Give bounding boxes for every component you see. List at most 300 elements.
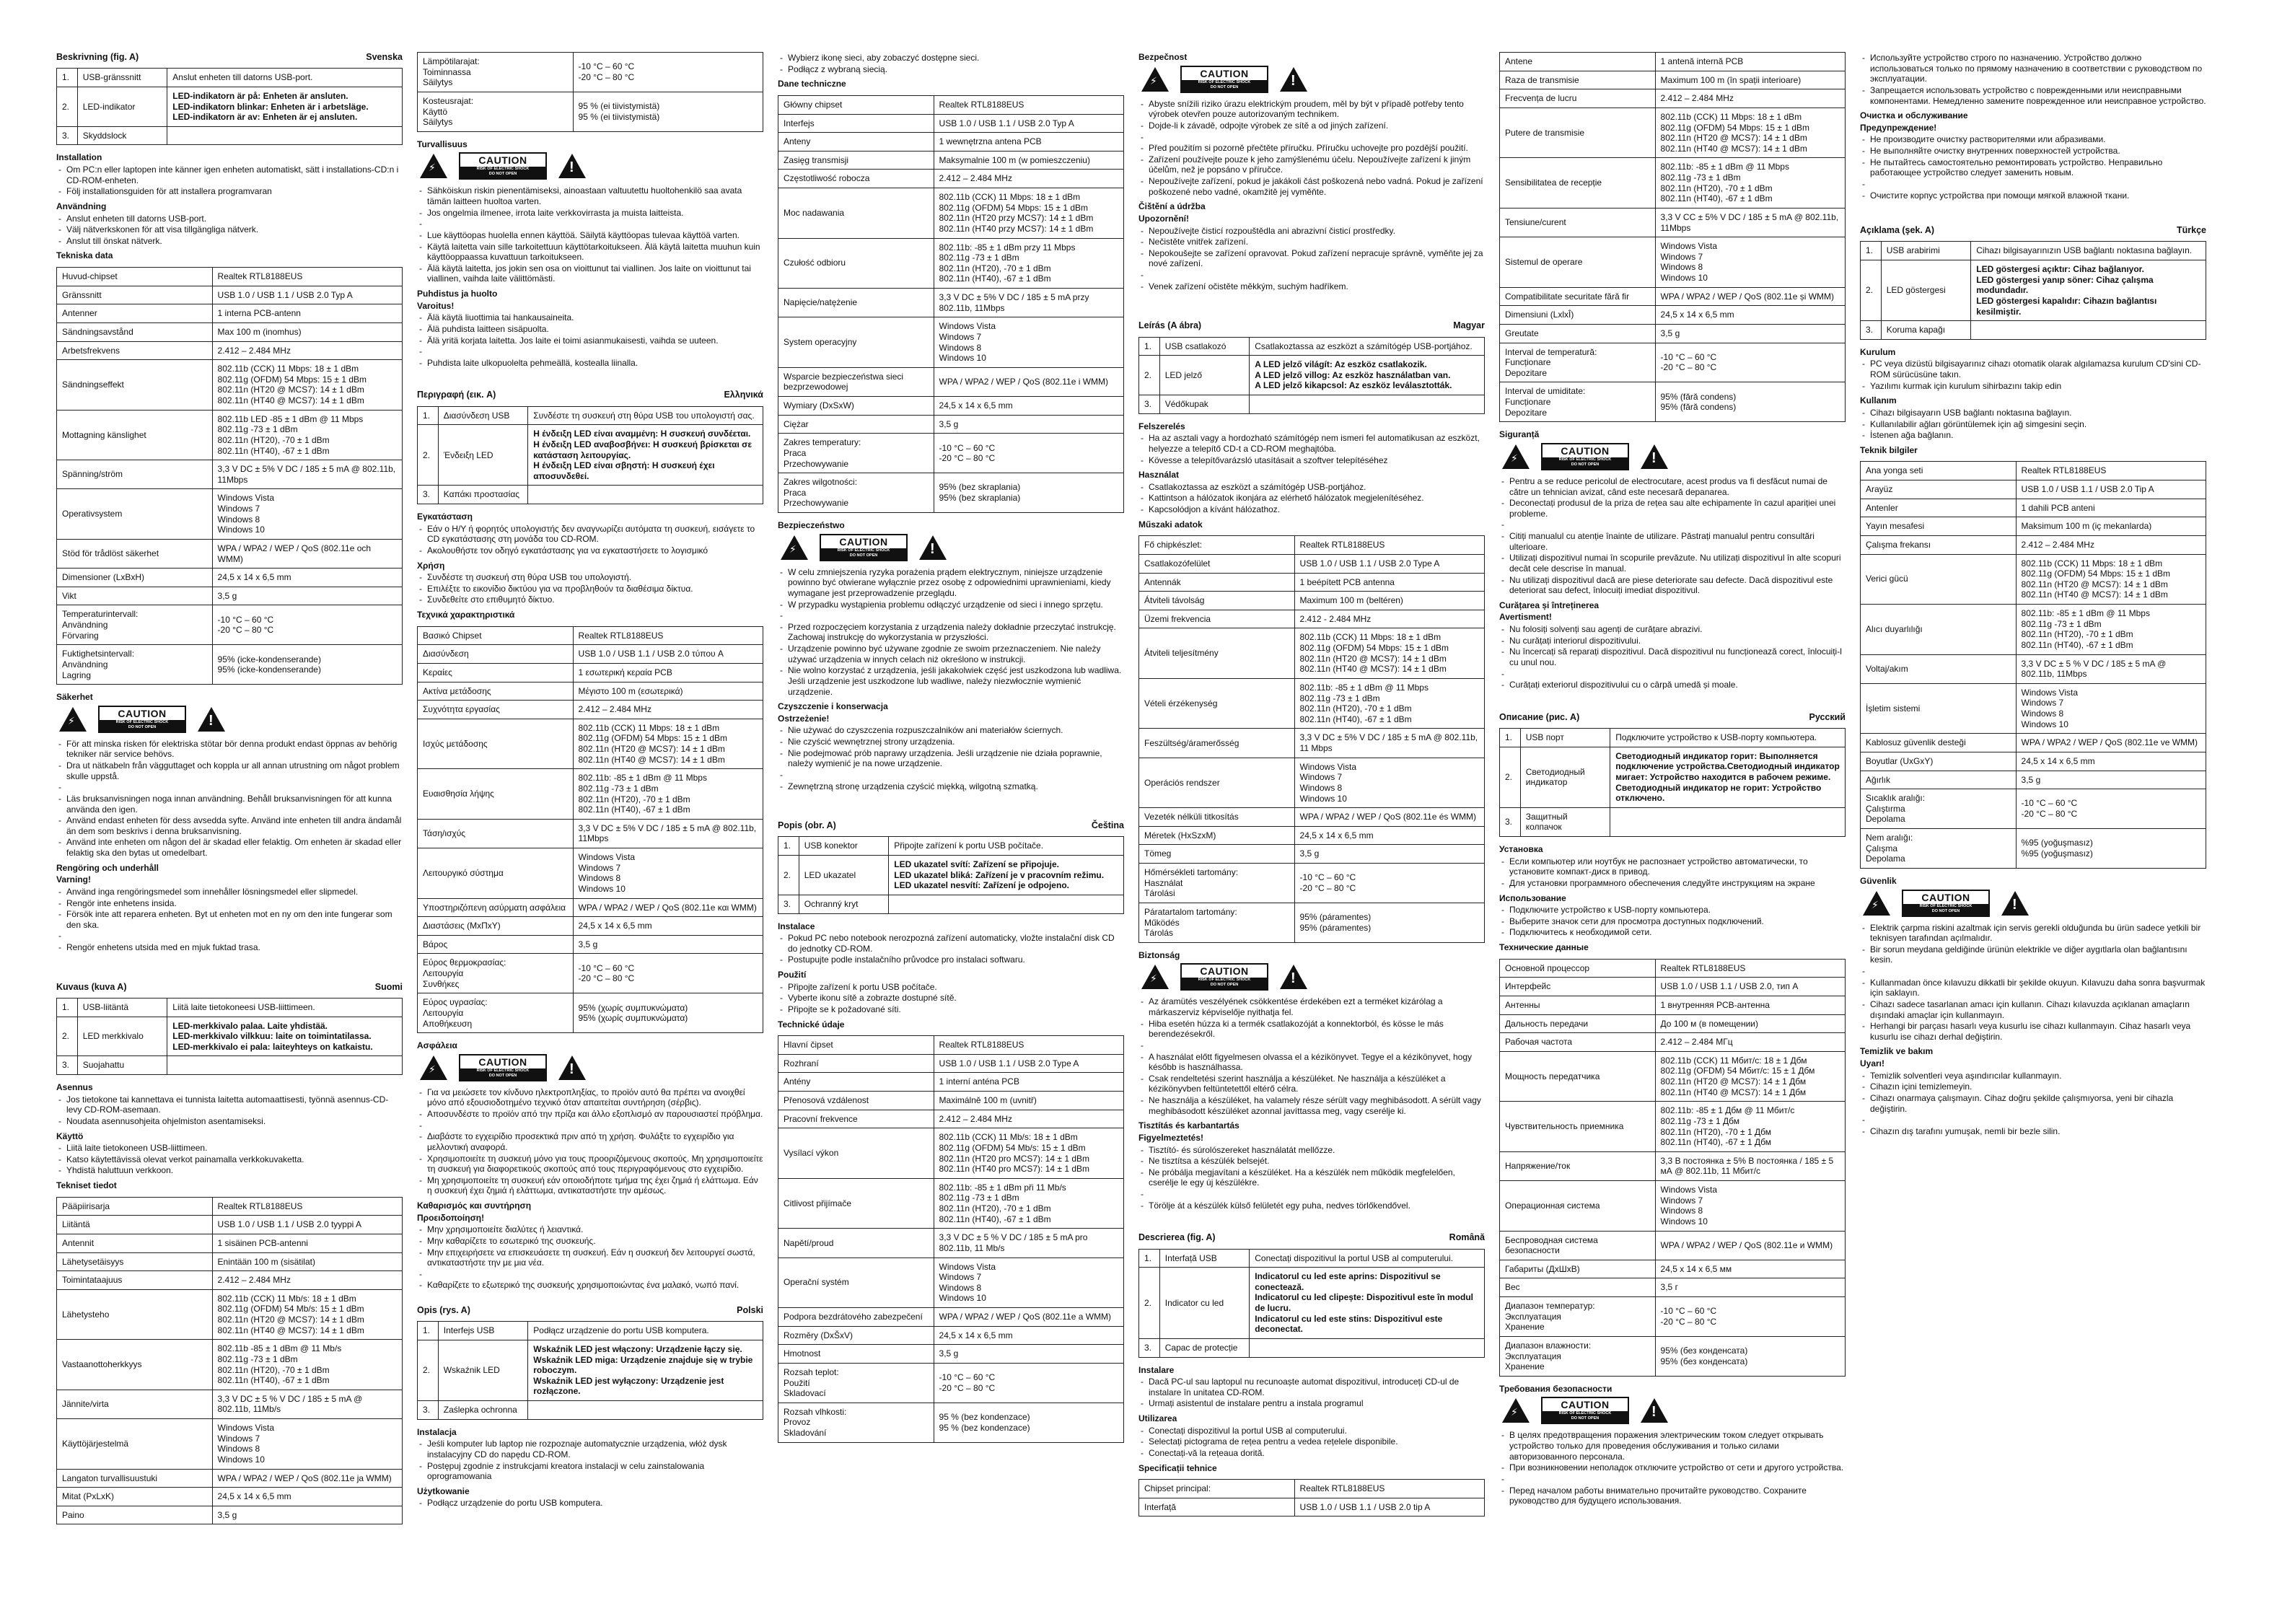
- list-item: - Не выполняйте очистку внутренних поверхностей устройства.: [1860, 146, 2206, 157]
- list-item: - Nepokoušejte se zařízení opravovat. Pokud zařízení nepracuje správně, vyměňte jej za nové zařízení.: [1138, 248, 1485, 269]
- spec-key: Antény: [778, 1073, 934, 1092]
- spec-value: Maximálně 100 m (uvnitř): [934, 1092, 1123, 1110]
- hu-use-list: [1138, 482, 1485, 515]
- spec-value: 2.412 – 2.484 MHz: [2016, 535, 2206, 554]
- exclamation-warning-icon: [1641, 444, 1668, 469]
- spec-value: 24,5 x 14 x 6,5 мм: [1655, 1260, 1845, 1278]
- list-item: - A használat előtt figyelmesen olvassa el a kézikönyvet. Tegye el a kézikönyvet, hogy később is használhassa.: [1138, 1052, 1485, 1073]
- spec-value: 24,5 x 14 x 6,5 mm: [1655, 306, 1845, 325]
- caution-subtext: RISK OF ELECTRIC SHOCK DO NOT OPEN: [821, 548, 906, 560]
- table-row: [1500, 1151, 1846, 1180]
- pl-inst-title: Instalacja: [417, 1426, 457, 1437]
- table-row: [778, 114, 1124, 133]
- list-item: [1860, 179, 2206, 190]
- pl-lang: Polski: [737, 1305, 763, 1315]
- spec-value: WPA / WPA2 / WEP / QoS (802.11e a WMM): [934, 1308, 1123, 1327]
- part-name: Skyddslock: [77, 126, 167, 145]
- spec-value: 802.11b: -85 ± 1 dBm @ 11 Mbps 802.11g -73 ± 1 dBm 802.11n (HT20), -70 ± 1 dBm 802.11n (HT40), -67 ± 1 dBm: [573, 769, 763, 820]
- fi-clean-title: Puhdistus ja huolto: [417, 289, 498, 299]
- ru-safe-list-b: [1860, 53, 2206, 106]
- spec-value: USB 1.0 / USB 1.1 / USB 2.0, тип A: [1655, 978, 1845, 996]
- list-item: - Katso käytettävissä olevat verkot painamalla verkkokuvaketta.: [56, 1154, 403, 1165]
- part-description: [528, 1401, 763, 1420]
- table-row: [57, 1469, 403, 1488]
- spec-key: Диапазон температур: Эксплуатация Хранение: [1500, 1297, 1656, 1337]
- spec-key: Toimintataajuus: [57, 1271, 213, 1290]
- spec-value: 3,3 V DC ± 5 % V DC / 185 ± 5 mA @ 802.11b, 11Mbps: [2016, 654, 2206, 683]
- spec-key: Üzemi frekvencia: [1139, 610, 1295, 628]
- spec-value: 802.11b: -85 ± 1 dBm @ 11 Mbps 802.11g -73 ± 1 dBm 802.11n (HT20), -70 ± 1 dBm 802.11n (HT40), -67 ± 1 dBm: [1655, 158, 1845, 209]
- spec-key: Βάρος: [418, 935, 574, 954]
- table-row: [1139, 337, 1485, 356]
- table-row: [418, 92, 763, 131]
- fi-spec-table: [56, 1197, 403, 1525]
- table-row: [778, 1308, 1124, 1327]
- table-row: [1500, 1014, 1846, 1033]
- table-row: [418, 1322, 763, 1340]
- exclamation-warning-icon: [919, 535, 947, 560]
- table-row: [1861, 829, 2206, 869]
- table-row: [778, 1229, 1124, 1257]
- spec-key: Интерфейс: [1500, 978, 1656, 996]
- table-row: [1861, 321, 2206, 340]
- pl-spec-table: [778, 95, 1124, 513]
- spec-key: Sändningsavstånd: [57, 322, 213, 341]
- table-row: [1139, 826, 1485, 845]
- spec-key: Συχνότητα εργασίας: [418, 701, 574, 719]
- part-name: LED göstergesi: [1881, 260, 1971, 321]
- list-item: [1138, 132, 1485, 143]
- list-item: - Bir sorun meydana geldiğinde ürünün elektrikle ve diğer aygıtlarla olan bağlantısını kesin.: [1860, 944, 2206, 965]
- spec-key: Напряжение/ток: [1500, 1151, 1656, 1180]
- spec-key: Antennák: [1139, 573, 1295, 592]
- fi-caution: [420, 152, 763, 180]
- table-row: [1139, 573, 1485, 592]
- spec-key: Sensibilitatea de recepție: [1500, 158, 1656, 209]
- spec-key: Antene: [1500, 53, 1656, 71]
- spec-value: 95 % (ei tiivistymistä) 95 % (ei tiivistymistä): [573, 92, 763, 131]
- table-row: [778, 289, 1124, 317]
- spec-value: 1 wewnętrzna antena PCB: [934, 133, 1123, 152]
- spec-key: Átviteli teljesítmény: [1139, 628, 1295, 679]
- list-item: - Не производите очистку растворителями или абразивами.: [1860, 134, 2206, 145]
- spec-value: 802.11b: -85 ± 1 dBm při 11 Mb/s 802.11g -73 ± 1 dBm 802.11n (HT20), -70 ± 1 dBm 802.11n (HT40), -67 ± 1 dBm: [934, 1178, 1123, 1229]
- fi-inst-list: [56, 1094, 403, 1127]
- spec-value: 3,5 g: [212, 587, 402, 605]
- list-item: - Urządzenie powinno być używane zgodnie ze swoim przeznaczeniem. Nie należy używać urządzenia w innych celach niż określono w instrukcji.: [778, 644, 1124, 664]
- spec-key: Hmotnost: [778, 1345, 934, 1364]
- spec-value: 24,5 x 14 x 6,5 mm: [934, 1326, 1123, 1345]
- spec-value: 802.11b (CCK) 11 Mbps: 18 ± 1 dBm 802.11g (OFDM) 54 Mbps: 15 ± 1 dBm 802.11n (HT20 @ MCS7): 14 ± 1 dBm 802.11n (HT40 @ MCS7): 14 ± 1 dBm: [212, 360, 402, 411]
- sv-inst-title: Installation: [56, 152, 102, 163]
- part-name: LED-indikator: [77, 87, 167, 126]
- table-row: [1139, 536, 1485, 555]
- list-item: [56, 782, 403, 793]
- list-item: - Yhdistä haluttuun verkkoon.: [56, 1165, 403, 1176]
- fi-parts-table: [56, 998, 403, 1075]
- table-row: [1500, 107, 1846, 158]
- list-item: - Välj nätverkskonen för att visa tillgängliga nätverk.: [56, 224, 403, 235]
- spec-value: Maximum 100 m (în spații interioare): [1655, 71, 1845, 89]
- table-row: [1500, 807, 1846, 836]
- hu-inst-list: [1138, 433, 1485, 465]
- spec-value: Enintään 100 m (sisätilat): [212, 1252, 402, 1271]
- hu-spec-title: Műszaki adatok: [1138, 519, 1203, 530]
- spec-value: 1 sisäinen PCB-antenni: [212, 1234, 402, 1252]
- exclamation-warning-icon: [1280, 67, 1307, 92]
- table-row: [418, 954, 763, 993]
- spec-value: До 100 м (в помещении): [1655, 1014, 1845, 1033]
- spec-value: -10 °C – 60 °C -20 °C – 80 °C: [2016, 789, 2206, 829]
- spec-key: Hlavní čipset: [778, 1036, 934, 1055]
- part-name: USB csatlakozó: [1159, 337, 1250, 356]
- table-row: [778, 1257, 1124, 1308]
- list-item: - Rengör inte enhetens insida.: [56, 898, 403, 909]
- spec-value: Realtek RTL8188EUS: [212, 268, 402, 286]
- table-row: [57, 1271, 403, 1290]
- tr-desc-title: Açıklama (şek. A): [1860, 225, 1935, 236]
- table-row: [418, 719, 763, 769]
- part-name: Védőkupak: [1159, 395, 1250, 414]
- list-item: - Använd inte enheten om någon del är skadad eller felaktig. Om enheten är skadad eller felaktig ska den bytas ut omedelbart.: [56, 837, 403, 858]
- table-row: [57, 87, 403, 126]
- spec-value: WPA / WPA2 / WEP / QoS (802.11e και WMM): [573, 898, 763, 917]
- list-item: - Cihazı bilgisayarın USB bağlantı noktasına bağlayın.: [1860, 408, 2206, 418]
- electric-shock-icon: [1141, 67, 1169, 92]
- part-number: 2.: [1139, 1268, 1160, 1339]
- list-item: - Noudata asennusohjeita ohjelmiston asentamiseksi.: [56, 1116, 403, 1127]
- table-row: [57, 1340, 403, 1390]
- spec-value: 802.11b (CCK) 11 Mbps: 18 ± 1 dBm 802.11g (OFDM) 54 Mbps: 15 ± 1 dBm 802.11n (HT20 @ MCS7): 14 ± 1 dBm 802.11n (HT40 @ MCS7): 14 ± 1 dBm: [1655, 107, 1845, 158]
- spec-key: İşletim sistemi: [1861, 683, 2017, 734]
- spec-value: 802.11b (CCK) 11 Mb/s: 18 ± 1 dBm 802.11g (OFDM) 54 Mb/s: 15 ± 1 dBm 802.11n (HT20 pro MCS7): 14 ± 1 dBm 802.11n (HT40 pro MCS7): 14 ± 1 dBm: [934, 1128, 1123, 1179]
- spec-value: USB 1.0 / USB 1.1 / USB 2.0 Tip A: [2016, 480, 2206, 499]
- tr-section: [1860, 225, 2206, 1136]
- list-item: - Připojte se k požadované síti.: [778, 1004, 1124, 1015]
- list-item: - Kattintson a hálózatok ikonjára az elérhető hálózatok megjelenítéséhez.: [1138, 493, 1485, 504]
- pl-clean-list: [778, 725, 1124, 791]
- part-name: Светодиодный индикатор: [1520, 747, 1610, 807]
- spec-key: Dimensioner (LxBxH): [57, 569, 213, 587]
- spec-key: Rozsah teplot: Použití Skladovací: [778, 1363, 934, 1403]
- list-item: - Διαβάστε το εγχειρίδιο προσεκτικά πριν από τη χρήση. Φυλάξτε το εγχειρίδιο για μελλοντική αναφορά.: [417, 1131, 763, 1152]
- table-row: [1139, 1268, 1485, 1339]
- spec-value: 24,5 x 14 x 6,5 mm: [212, 1488, 402, 1506]
- part-number: 2.: [1139, 356, 1160, 395]
- ru-safe-list-a: [1499, 1430, 1846, 1506]
- table-row: [1861, 242, 2206, 260]
- spec-value: Windows Vista Windows 7 Windows 8 Windows 10: [934, 317, 1123, 368]
- part-number: 2.: [57, 87, 78, 126]
- table-row: [1500, 237, 1846, 288]
- ru-clean-list: [1860, 134, 2206, 201]
- table-row: [418, 486, 763, 504]
- spec-value: Max 100 m (inomhus): [212, 322, 402, 341]
- spec-value: 3,5 g: [573, 935, 763, 954]
- spec-key: Käyttöjärjestelmä: [57, 1419, 213, 1470]
- cs-clean-title: Čištění a údržba: [1138, 201, 1206, 212]
- spec-value: -10 °C – 60 °C -20 °C – 80 °C: [573, 53, 763, 92]
- table-row: [1500, 382, 1846, 422]
- spec-value: 1 внутренняя PCB-антенна: [1655, 996, 1845, 1014]
- table-row: [1139, 1480, 1485, 1498]
- spec-value: WPA / WPA2 / WEP / QoS (802.11e ja WMM): [212, 1469, 402, 1488]
- part-number: 2.: [778, 856, 799, 895]
- table-row: [1500, 89, 1846, 108]
- spec-value: WPA / WPA2 / WEP / QoS (802.11e och WMM): [212, 539, 402, 568]
- part-description: LED göstergesi açıktır: Cihaz bağlanıyor. LED göstergesi yanıp söner: Cihaz çalışma modundadır. LED göstergesi kapalıdır: Cihazın bağlantısı kesilmiştir.: [1971, 260, 2206, 321]
- list-item: [1138, 1189, 1485, 1200]
- spec-value: 2.412 – 2.484 МГц: [1655, 1033, 1845, 1052]
- spec-value: Windows Vista Windows 7 Windows 8 Windows 10: [573, 848, 763, 899]
- list-item: - Podłącz z wybraną siecią.: [778, 64, 1124, 75]
- table-row: [778, 1403, 1124, 1442]
- pl-warn-title: Ostrzeżenie!: [778, 713, 830, 724]
- tr-spec-title: Teknik bilgiler: [1860, 444, 1918, 455]
- spec-key: Rozhraní: [778, 1054, 934, 1073]
- el-safe-list: [417, 1087, 763, 1196]
- exclamation-warning-icon: [2001, 891, 2029, 916]
- cs-section: [778, 820, 1124, 1443]
- spec-key: Kablosuz güvenlik desteği: [1861, 734, 2017, 752]
- cs-inst-title: Instalace: [778, 921, 815, 931]
- table-row: [1500, 71, 1846, 89]
- cs-inst-list: [778, 933, 1124, 965]
- spec-key: Podpora bezdrátového zabezpečení: [778, 1308, 934, 1327]
- list-item: - Rengör enhetens utsida med en mjuk fuktad trasa.: [56, 942, 403, 953]
- table-row: [57, 1390, 403, 1418]
- table-row: [1139, 610, 1485, 628]
- el-lang: Ελληνικά: [724, 390, 763, 400]
- list-item: [1860, 1115, 2206, 1125]
- spec-key: Napięcie/natężenie: [778, 289, 934, 317]
- spec-key: Temperaturintervall: Användning Förvaring: [57, 605, 213, 645]
- tr-inst-title: Kurulum: [1860, 346, 1896, 357]
- fi-use-list: [56, 1143, 403, 1176]
- list-item: - Postupujte podle instalačního průvodce pro instalaci softwaru.: [778, 954, 1124, 965]
- list-item: - Yazılımı kurmak için kurulum sihirbazını takip edin: [1860, 381, 2206, 392]
- list-item: [778, 770, 1124, 781]
- spec-key: Τάση/ισχύς: [418, 819, 574, 848]
- list-item: - Urmați asistentul de instalare pentru a instala programul: [1138, 1398, 1485, 1409]
- sv-clean-title: Rengöring och underhåll: [56, 862, 159, 873]
- caution-subtext: RISK OF ELECTRIC SHOCK DO NOT OPEN: [1903, 904, 1988, 916]
- list-item: - Ne próbálja megjavítani a készüléket. Ha a készülék nem működik megfelelően, cserélje le egy új készülékre.: [1138, 1167, 1485, 1188]
- spec-key: Compatibilitate securitate fără fir: [1500, 287, 1656, 306]
- fi-safe-list: [417, 185, 763, 284]
- cs-caution: [1141, 66, 1485, 93]
- table-row: [418, 682, 763, 701]
- list-item: [417, 346, 763, 357]
- part-number: 1.: [57, 69, 78, 87]
- list-item: - Nepoužívejte čisticí rozpouštědla ani abrazivní čisticí prostředky.: [1138, 226, 1485, 237]
- caution-label: [98, 706, 186, 733]
- part-description: Η ένδειξη LED είναι αναμμένη: Η συσκευή συνδέεται. Η ένδειξη LED αναβοσβήνει: Η συσκευή βρίσκεται σε κατάσταση λειτουργίας. Η ένδειξη LED είναι σβηστή: Η συσκευή έχει αποσυνδεθεί.: [528, 425, 763, 486]
- ru-safe-title: Требования безопасности: [1499, 1383, 1612, 1394]
- spec-key: Lämpötilarajat: Toiminnassa Säilytys: [418, 53, 574, 92]
- pl-safe-title: Bezpieczeństwo: [778, 520, 845, 530]
- table-row: [1500, 1102, 1846, 1152]
- list-item: - Postępuj zgodnie z instrukcjami kreatora instalacji w celu zainstalowania oprogramowania: [417, 1461, 763, 1482]
- part-description: [1250, 395, 1485, 414]
- spec-key: Lähetysteho: [57, 1289, 213, 1340]
- electric-shock-icon: [781, 535, 808, 560]
- spec-key: Citlivost přijímače: [778, 1178, 934, 1229]
- spec-value: USB 1.0 / USB 1.1 / USB 2.0 τύπου A: [573, 645, 763, 664]
- list-item: - Χρησιμοποιείτε τη συσκευή μόνο για τους προοριζόμενους σκοπούς. Μη χρησιμοποιείτε τη συσκευή για διαφορετικούς σκοπούς από τους περιγραφόμενους στο εγχειρίδιο.: [417, 1154, 763, 1175]
- pl-use-title: Użytkowanie: [417, 1485, 470, 1496]
- spec-value: Realtek RTL8188EUS: [1294, 536, 1484, 555]
- table-row: [778, 895, 1124, 913]
- spec-value: WPA / WPA2 / WEP / QoS (802.11e и WMM): [1655, 1231, 1845, 1260]
- caution-label: [459, 152, 547, 180]
- spec-key: Liitäntä: [57, 1216, 213, 1234]
- part-description: LED-indikatorn är på: Enheten är ansluten. LED-indikatorn blinkar: Enheten är i arbetsläge. LED-indikatorn är av: Enheten är ej ansluten.: [167, 87, 403, 126]
- electric-shock-icon: [1502, 444, 1530, 469]
- list-item: - Jos tietokone tai kannettava ei tunnista laitetta automaattisesti, työnnä asennus-CD-levy CD-ROM-asemaan.: [56, 1094, 403, 1115]
- spec-key: Fő chipkészlet:: [1139, 536, 1295, 555]
- list-item: - Abyste snížili riziko úrazu elektrickým proudem, měl by být v případě potřeby tento výrobek otevřen pouze autorizovaným technikem.: [1138, 99, 1485, 120]
- pl-clean-title: Czyszczenie i konserwacja: [778, 701, 888, 712]
- spec-key: Dimensiuni (LxlxÎ): [1500, 306, 1656, 325]
- list-item: - Kövesse a telepítővarázsló utasításait a szoftver telepítéséhez: [1138, 455, 1485, 466]
- part-description: Liitä laite tietokoneesi USB-liittimeen.: [167, 998, 403, 1017]
- part-description: LED-merkkivalo palaa. Laite yhdistää. LED-merkkivalo vilkkuu: laite on toimintatilassa. LED-merkkivalo ei pala: laiteyhteys on katkaistu.: [167, 1017, 403, 1056]
- part-number: 1.: [1139, 337, 1160, 356]
- spec-key: Ağırlık: [1861, 771, 2017, 789]
- spec-value: 3,3 V CC ± 5% V DC / 185 ± 5 mA @ 802.11b, 11Mbps: [1655, 208, 1845, 237]
- spec-value: 3,5 g: [1655, 324, 1845, 343]
- spec-key: Ακτίνα μετάδοσης: [418, 682, 574, 701]
- spec-key: Átviteli távolság: [1139, 592, 1295, 610]
- list-item: - Tisztító- és súrolószereket használatát mellőzze.: [1138, 1145, 1485, 1156]
- table-row: [1861, 480, 2206, 499]
- table-row: [418, 819, 763, 848]
- list-item: - Anslut till önskat nätverk.: [56, 236, 403, 247]
- table-row: [57, 460, 403, 489]
- exclamation-warning-icon: [1641, 1398, 1668, 1423]
- spec-value: 3,3 V DC ± 5% V DC / 185 ± 5 mA @ 802.11b, 11Mbps: [212, 460, 402, 489]
- table-row: [1500, 324, 1846, 343]
- exclamation-warning-icon: [198, 707, 225, 732]
- list-item: - При возникновении неполадок отключите устройство от сети и другого устройства.: [1499, 1462, 1846, 1473]
- spec-value: 3,3 V DC ± 5 % V DC / 185 ± 5 mA @ 802.11b, 11Mb/s: [212, 1390, 402, 1418]
- table-row: [778, 1036, 1124, 1055]
- part-number: 1.: [1500, 729, 1521, 747]
- tr-spec-table: [1860, 461, 2206, 869]
- list-item: - Запрещается использовать устройство с поврежденными или неисправными компонентами. Немедленно замените поврежденное или неисправное устройство.: [1860, 85, 2206, 106]
- list-item: - Conectați-vă la rețeaua dorită.: [1138, 1448, 1485, 1459]
- el-spec-table: [417, 626, 763, 1034]
- sv-caution: [59, 706, 403, 733]
- table-row: [57, 1419, 403, 1470]
- table-row: [1861, 535, 2206, 554]
- table-row: [57, 1506, 403, 1524]
- table-row: [57, 1252, 403, 1271]
- list-item: - Utilizați dispozitivul numai în scopurile prevăzute. Nu utilizați dispozitivul în alte scopuri decât cele descrise în manual.: [1499, 553, 1846, 574]
- part-name: USB-liitäntä: [77, 998, 167, 1017]
- fi-safe-title: Turvallisuus: [417, 139, 468, 149]
- list-item: - İstenen ağa bağlanın.: [1860, 430, 2206, 441]
- table-row: [418, 935, 763, 954]
- spec-value: WPA / WPA2 / WEP / QoS (802.11e și WMM): [1655, 287, 1845, 306]
- hu-lang: Magyar: [1453, 320, 1485, 331]
- spec-key: Přenosová vzdálenost: [778, 1092, 934, 1110]
- part-number: 3.: [418, 1401, 439, 1420]
- ru-inst-title: Установка: [1499, 844, 1543, 854]
- table-row: [57, 489, 403, 540]
- spec-value: 1 dahili PCB anteni: [2016, 499, 2206, 517]
- spec-value: Maksimum 100 m (iç mekanlarda): [2016, 517, 2206, 536]
- table-row: [778, 856, 1124, 895]
- spec-key: Antenner: [57, 304, 213, 323]
- list-item: - Před použitím si pozorně přečtěte příručku. Příručku uchovejte pro pozdější použití.: [1138, 143, 1485, 154]
- table-row: [57, 1056, 403, 1075]
- ro-safe-title: Siguranță: [1499, 429, 1540, 440]
- spec-value: 3,5 г: [1655, 1278, 1845, 1297]
- spec-value: WPA / WPA2 / WEP / QoS (802.11e i WMM): [934, 367, 1123, 396]
- spec-key: Беспроводная система безопасности: [1500, 1231, 1656, 1260]
- list-item: - Cihazın dış tarafını yumuşak, nemli bir bezle silin.: [1860, 1126, 2206, 1137]
- table-row: [1139, 356, 1485, 395]
- ro-use-list: [1138, 1426, 1485, 1459]
- spec-value: 24,5 x 14 x 6,5 mm: [2016, 752, 2206, 771]
- table-row: [778, 1345, 1124, 1364]
- spec-key: Vysílací výkon: [778, 1128, 934, 1179]
- spec-key: Mottagning känslighet: [57, 410, 213, 460]
- part-number: 1.: [418, 1322, 439, 1340]
- list-item: - Elektrik çarpma riskini azaltmak için servis gerekli olduğunda bu ürün sadece yetkili bir teknisyen tarafından açılmalıdır.: [1860, 923, 2206, 944]
- table-row: [1139, 1338, 1485, 1357]
- part-number: 2.: [418, 425, 439, 486]
- table-row: [1861, 605, 2206, 655]
- ro-use-title: Utilizarea: [1138, 1413, 1177, 1423]
- part-number: 2.: [418, 1340, 439, 1400]
- spec-key: Wsparcie bezpieczeństwa sieci bezprzewodowej: [778, 367, 934, 396]
- spec-key: Spänning/ström: [57, 460, 213, 489]
- part-name: USB arabirimi: [1881, 242, 1971, 260]
- spec-key: Stöd för trådlöst säkerhet: [57, 539, 213, 568]
- list-item: - Kapcsolódjon a kívánt hálózathoz.: [1138, 504, 1485, 515]
- spec-value: Realtek RTL8188EUS: [934, 1036, 1123, 1055]
- caution-subtext: RISK OF ELECTRIC SHOCK DO NOT OPEN: [1182, 80, 1267, 92]
- list-item: - Läs bruksanvisningen noga innan användning. Behåll bruksanvisningen för att kunna använda den igen.: [56, 794, 403, 815]
- column-3: [778, 52, 1124, 1452]
- list-item: - Venek zařízení očistěte měkkým, suchým hadříkem.: [1138, 281, 1485, 292]
- table-row: [1500, 1336, 1846, 1376]
- spec-value: 802.11b (CCK) 11 Mb/s: 18 ± 1 dBm 802.11g (OFDM) 54 Mb/s: 15 ± 1 dBm 802.11n (HT20 @ MCS7): 14 ± 1 dBm 802.11n (HT40 @ MCS7): 14 ± 1 dBm: [212, 1289, 402, 1340]
- table-row: [418, 1340, 763, 1400]
- ru-section: [1499, 712, 1846, 1506]
- ro-inst-list: [1138, 1377, 1485, 1409]
- table-row: [1139, 592, 1485, 610]
- fi-warn-title: Varoitus!: [417, 300, 455, 311]
- list-item: - Ha az asztali vagy a hordozható számítógép nem ismeri fel automatikusan az eszközt, helyezze a telepítő CD-t a CD-ROM meghajtóba.: [1138, 433, 1485, 454]
- part-description: [1250, 1338, 1485, 1357]
- spec-value: 802.11b (CCK) 11 Mbps: 18 ± 1 dBm 802.11g (OFDM) 54 Mbps: 15 ± 1 dBm 802.11n (HT20 @ MCS7): 14 ± 1 dBm 802.11n (HT40 @ MCS7): 14 ± 1 dBm: [2016, 554, 2206, 605]
- list-item: - Nu curățați interiorul dispozitivului.: [1499, 636, 1846, 646]
- table-row: [418, 917, 763, 936]
- part-description: Conectați dispozitivul la portul USB al computerului.: [1250, 1249, 1485, 1268]
- exclamation-warning-icon: [558, 154, 586, 178]
- spec-value: 802.11b -85 ± 1 dBm @ 11 Mb/s 802.11g -73 ± 1 dBm 802.11n (HT20), -70 ± 1 dBm 802.11n (HT40), -67 ± 1 dBm: [212, 1340, 402, 1390]
- ro-desc-title: Descrierea (fig. A): [1138, 1232, 1216, 1243]
- spec-value: 802.11b: -85 ± 1 dBm @ 11 Mbps 802.11g -73 ± 1 dBm 802.11n (HT20), -70 ± 1 dBm 802.11n (HT40), -67 ± 1 dBm: [2016, 605, 2206, 655]
- list-item: - Μη χρησιμοποιείτε τη συσκευή εάν οποιοδήποτε τμήμα της έχει ζημιά ή ελάττωμα. Εάν η συσκευή έχει ζημιά ή ελάττωμα, αντικαταστήστε την αμέσως.: [417, 1175, 763, 1196]
- list-item: - Εάν ο Η/Υ ή φορητός υπολογιστής δεν αναγνωρίζει αυτόματα τη συσκευή, εισάγετε το CD εγκατάστασης στη μονάδα του CD-ROM.: [417, 524, 763, 545]
- el-spec-title: Τεχνικά χαρακτηριστικά: [417, 610, 515, 620]
- table-row: [57, 998, 403, 1017]
